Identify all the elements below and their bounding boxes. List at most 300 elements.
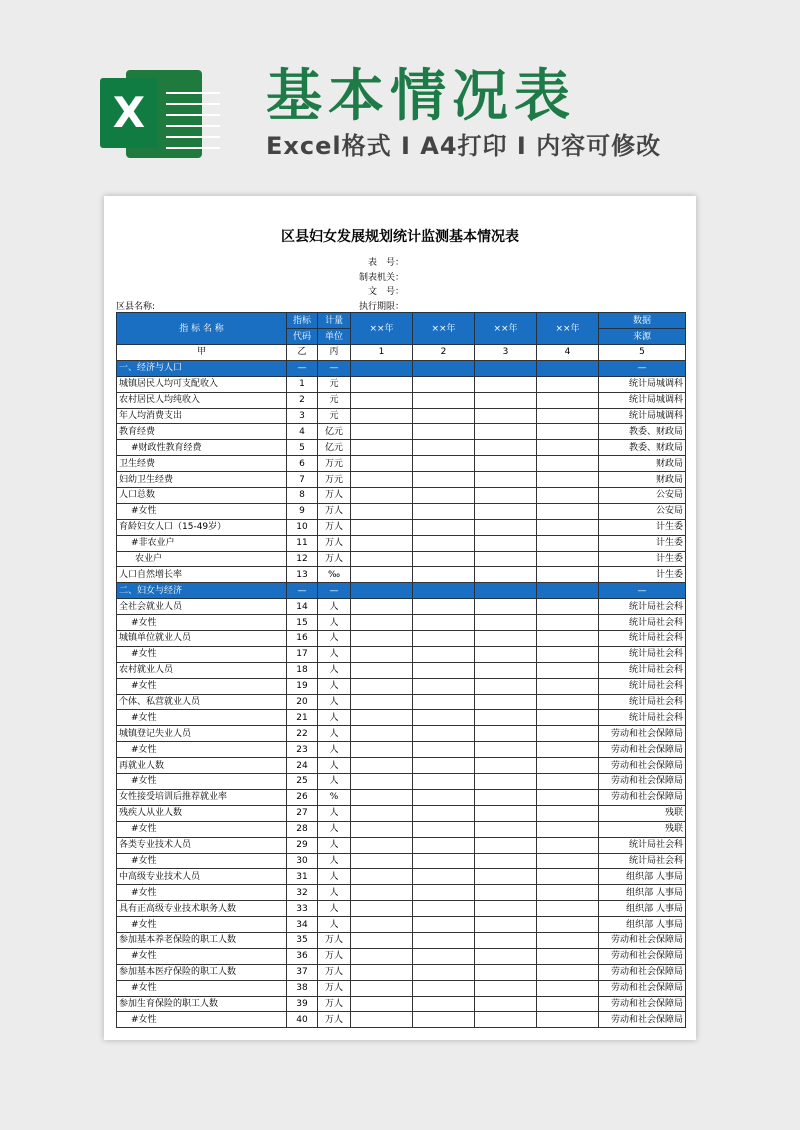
- unit-cell[interactable]: 元: [318, 376, 351, 392]
- indicator-name-cell[interactable]: 城镇居民人均可支配收入: [117, 376, 287, 392]
- unit-cell[interactable]: 元: [318, 392, 351, 408]
- year-value-cell[interactable]: [537, 726, 599, 742]
- unit-cell[interactable]: 亿元: [318, 424, 351, 440]
- year-value-cell[interactable]: [351, 853, 413, 869]
- source-cell[interactable]: 公安局: [599, 503, 686, 519]
- indicator-code-cell[interactable]: 12: [287, 551, 318, 567]
- indicator-name-cell[interactable]: #女性: [117, 885, 287, 901]
- year-value-cell[interactable]: [537, 1012, 599, 1028]
- indicator-name-cell[interactable]: 育龄妇女人口（15-49岁）: [117, 519, 287, 535]
- year-value-cell[interactable]: [537, 392, 599, 408]
- indicator-name-cell[interactable]: #女性: [117, 948, 287, 964]
- year-value-cell[interactable]: [475, 774, 537, 790]
- year-value-cell[interactable]: [351, 821, 413, 837]
- source-cell[interactable]: 统计局社会科: [599, 853, 686, 869]
- year-value-cell[interactable]: [475, 599, 537, 615]
- indicator-code-cell[interactable]: 15: [287, 615, 318, 631]
- unit-cell[interactable]: 万人: [318, 519, 351, 535]
- unit-cell[interactable]: 人: [318, 742, 351, 758]
- year-value-cell[interactable]: [413, 774, 475, 790]
- unit-cell[interactable]: 万人: [318, 488, 351, 504]
- indicator-name-cell[interactable]: 年人均消费支出: [117, 408, 287, 424]
- source-cell[interactable]: 组织部 人事局: [599, 917, 686, 933]
- indicator-code-cell[interactable]: 11: [287, 535, 318, 551]
- unit-cell[interactable]: 人: [318, 599, 351, 615]
- year-value-cell[interactable]: [413, 726, 475, 742]
- indicator-code-cell[interactable]: 28: [287, 821, 318, 837]
- indicator-code-cell[interactable]: 19: [287, 678, 318, 694]
- indicator-code-cell[interactable]: 9: [287, 503, 318, 519]
- year-value-cell[interactable]: [475, 853, 537, 869]
- indicator-name-cell[interactable]: 教育经费: [117, 424, 287, 440]
- year-value-cell[interactable]: [475, 869, 537, 885]
- year-value-cell[interactable]: [351, 964, 413, 980]
- source-cell[interactable]: 劳动和社会保障局: [599, 742, 686, 758]
- year-value-cell[interactable]: [537, 996, 599, 1012]
- year-value-cell[interactable]: [351, 678, 413, 694]
- indicator-name-cell[interactable]: 参加基本养老保险的职工人数: [117, 932, 287, 948]
- source-cell[interactable]: 统计局社会科: [599, 678, 686, 694]
- indicator-code-cell[interactable]: 24: [287, 758, 318, 774]
- source-cell[interactable]: 计生委: [599, 551, 686, 567]
- unit-cell[interactable]: 万人: [318, 964, 351, 980]
- source-cell[interactable]: 统计局社会科: [599, 615, 686, 631]
- year-value-cell[interactable]: [475, 424, 537, 440]
- year-value-cell[interactable]: [351, 376, 413, 392]
- year-value-cell[interactable]: [351, 503, 413, 519]
- unit-cell[interactable]: 人: [318, 837, 351, 853]
- year-value-cell[interactable]: [351, 615, 413, 631]
- unit-cell[interactable]: %: [318, 789, 351, 805]
- year-value-cell[interactable]: [475, 615, 537, 631]
- source-cell[interactable]: 公安局: [599, 488, 686, 504]
- indicator-code-cell[interactable]: 7: [287, 472, 318, 488]
- indicator-name-cell[interactable]: 参加基本医疗保险的职工人数: [117, 964, 287, 980]
- year-value-cell[interactable]: [413, 662, 475, 678]
- indicator-name-cell[interactable]: 二、妇女与经济: [117, 583, 287, 599]
- year-value-cell[interactable]: [537, 885, 599, 901]
- year-value-cell[interactable]: [475, 837, 537, 853]
- year-value-cell[interactable]: [351, 980, 413, 996]
- year-value-cell[interactable]: [351, 1012, 413, 1028]
- year-value-cell[interactable]: [351, 662, 413, 678]
- year-value-cell[interactable]: [537, 917, 599, 933]
- indicator-code-cell[interactable]: 10: [287, 519, 318, 535]
- indicator-code-cell[interactable]: 8: [287, 488, 318, 504]
- year-value-cell[interactable]: [475, 980, 537, 996]
- year-value-cell[interactable]: [537, 805, 599, 821]
- year-value-cell[interactable]: [537, 599, 599, 615]
- year-value-cell[interactable]: [413, 948, 475, 964]
- year-value-cell[interactable]: [413, 678, 475, 694]
- indicator-code-cell[interactable]: 31: [287, 869, 318, 885]
- indicator-name-cell[interactable]: 妇幼卫生经费: [117, 472, 287, 488]
- unit-cell[interactable]: 人: [318, 631, 351, 647]
- indicator-name-cell[interactable]: 城镇单位就业人员: [117, 631, 287, 647]
- source-cell[interactable]: 计生委: [599, 567, 686, 583]
- year-value-cell[interactable]: [351, 932, 413, 948]
- unit-cell[interactable]: 人: [318, 726, 351, 742]
- year-value-cell[interactable]: [537, 615, 599, 631]
- year-value-cell[interactable]: [537, 456, 599, 472]
- year-value-cell[interactable]: [351, 551, 413, 567]
- unit-cell[interactable]: —: [318, 583, 351, 599]
- year-value-cell[interactable]: [475, 551, 537, 567]
- indicator-code-cell[interactable]: 37: [287, 964, 318, 980]
- year-value-cell[interactable]: [475, 519, 537, 535]
- year-value-cell[interactable]: [475, 742, 537, 758]
- year-value-cell[interactable]: [413, 742, 475, 758]
- source-cell[interactable]: 财政局: [599, 472, 686, 488]
- year-value-cell[interactable]: [537, 932, 599, 948]
- year-value-cell[interactable]: [351, 774, 413, 790]
- year-value-cell[interactable]: [537, 837, 599, 853]
- year-value-cell[interactable]: [351, 758, 413, 774]
- indicator-code-cell[interactable]: 18: [287, 662, 318, 678]
- year-value-cell[interactable]: [351, 726, 413, 742]
- indicator-name-cell[interactable]: #女性: [117, 853, 287, 869]
- source-cell[interactable]: 统计局社会科: [599, 837, 686, 853]
- indicator-code-cell[interactable]: —: [287, 360, 318, 376]
- year-value-cell[interactable]: [413, 392, 475, 408]
- year-value-cell[interactable]: [475, 631, 537, 647]
- year-value-cell[interactable]: [475, 758, 537, 774]
- indicator-name-cell[interactable]: #女性: [117, 646, 287, 662]
- year-value-cell[interactable]: [537, 519, 599, 535]
- unit-cell[interactable]: 人: [318, 615, 351, 631]
- source-cell[interactable]: 劳动和社会保障局: [599, 789, 686, 805]
- indicator-name-cell[interactable]: #女性: [117, 503, 287, 519]
- indicator-name-cell[interactable]: #女性: [117, 917, 287, 933]
- year-value-cell[interactable]: [351, 646, 413, 662]
- year-value-cell[interactable]: [351, 837, 413, 853]
- unit-cell[interactable]: 人: [318, 678, 351, 694]
- source-cell[interactable]: 教委、财政局: [599, 440, 686, 456]
- year-value-cell[interactable]: [413, 615, 475, 631]
- year-value-cell[interactable]: [413, 869, 475, 885]
- unit-cell[interactable]: 人: [318, 758, 351, 774]
- indicator-name-cell[interactable]: 参加生育保险的职工人数: [117, 996, 287, 1012]
- year-value-cell[interactable]: [413, 631, 475, 647]
- unit-cell[interactable]: 人: [318, 694, 351, 710]
- unit-cell[interactable]: 人: [318, 774, 351, 790]
- source-cell[interactable]: 统计局城调科: [599, 392, 686, 408]
- indicator-name-cell[interactable]: 人口总数: [117, 488, 287, 504]
- year-value-cell[interactable]: [413, 646, 475, 662]
- indicator-code-cell[interactable]: 25: [287, 774, 318, 790]
- code-cell[interactable]: 2: [413, 345, 475, 361]
- code-cell[interactable]: 甲: [117, 345, 287, 361]
- year-value-cell[interactable]: [413, 1012, 475, 1028]
- year-value-cell[interactable]: [537, 631, 599, 647]
- year-value-cell[interactable]: [475, 503, 537, 519]
- code-cell[interactable]: 乙: [287, 345, 318, 361]
- year-value-cell[interactable]: [475, 932, 537, 948]
- source-cell[interactable]: 劳动和社会保障局: [599, 932, 686, 948]
- year-value-cell[interactable]: [537, 694, 599, 710]
- year-value-cell[interactable]: [475, 646, 537, 662]
- indicator-code-cell[interactable]: 4: [287, 424, 318, 440]
- indicator-code-cell[interactable]: 1: [287, 376, 318, 392]
- indicator-code-cell[interactable]: 2: [287, 392, 318, 408]
- year-value-cell[interactable]: [537, 774, 599, 790]
- source-cell[interactable]: 残联: [599, 821, 686, 837]
- unit-cell[interactable]: 人: [318, 885, 351, 901]
- unit-cell[interactable]: 万人: [318, 535, 351, 551]
- year-value-cell[interactable]: [475, 710, 537, 726]
- year-value-cell[interactable]: [351, 901, 413, 917]
- year-value-cell[interactable]: [413, 885, 475, 901]
- code-cell[interactable]: 4: [537, 345, 599, 361]
- year-value-cell[interactable]: [475, 456, 537, 472]
- year-value-cell[interactable]: [537, 789, 599, 805]
- unit-cell[interactable]: 万元: [318, 472, 351, 488]
- indicator-name-cell[interactable]: #女性: [117, 742, 287, 758]
- year-value-cell[interactable]: [475, 1012, 537, 1028]
- source-cell[interactable]: 劳动和社会保障局: [599, 948, 686, 964]
- year-value-cell[interactable]: [413, 694, 475, 710]
- indicator-code-cell[interactable]: 20: [287, 694, 318, 710]
- unit-cell[interactable]: 万人: [318, 1012, 351, 1028]
- unit-cell[interactable]: 人: [318, 853, 351, 869]
- year-value-cell[interactable]: [475, 964, 537, 980]
- year-value-cell[interactable]: [351, 789, 413, 805]
- source-cell[interactable]: 统计局城调科: [599, 376, 686, 392]
- year-value-cell[interactable]: [475, 948, 537, 964]
- year-value-cell[interactable]: [413, 821, 475, 837]
- unit-cell[interactable]: 亿元: [318, 440, 351, 456]
- year-value-cell[interactable]: [351, 392, 413, 408]
- indicator-code-cell[interactable]: 36: [287, 948, 318, 964]
- indicator-name-cell[interactable]: 卫生经费: [117, 456, 287, 472]
- year-value-cell[interactable]: [475, 535, 537, 551]
- indicator-name-cell[interactable]: 女性接受培训后推荐就业率: [117, 789, 287, 805]
- indicator-code-cell[interactable]: 26: [287, 789, 318, 805]
- source-cell[interactable]: 计生委: [599, 519, 686, 535]
- year-value-cell[interactable]: [475, 408, 537, 424]
- year-value-cell[interactable]: [351, 519, 413, 535]
- indicator-code-cell[interactable]: 38: [287, 980, 318, 996]
- year-value-cell[interactable]: [413, 853, 475, 869]
- year-value-cell[interactable]: [475, 885, 537, 901]
- year-value-cell[interactable]: [351, 567, 413, 583]
- year-value-cell[interactable]: [413, 758, 475, 774]
- year-value-cell[interactable]: [475, 901, 537, 917]
- code-cell[interactable]: 丙: [318, 345, 351, 361]
- year-value-cell[interactable]: [351, 885, 413, 901]
- year-value-cell[interactable]: [413, 567, 475, 583]
- year-value-cell[interactable]: [537, 551, 599, 567]
- unit-cell[interactable]: 万人: [318, 980, 351, 996]
- year-value-cell[interactable]: [475, 694, 537, 710]
- indicator-code-cell[interactable]: —: [287, 583, 318, 599]
- year-value-cell[interactable]: [475, 996, 537, 1012]
- indicator-name-cell[interactable]: 全社会就业人员: [117, 599, 287, 615]
- year-value-cell[interactable]: [351, 631, 413, 647]
- year-value-cell[interactable]: [413, 472, 475, 488]
- unit-cell[interactable]: 万人: [318, 996, 351, 1012]
- year-value-cell[interactable]: [537, 964, 599, 980]
- year-value-cell[interactable]: [413, 996, 475, 1012]
- code-cell[interactable]: 5: [599, 345, 686, 361]
- year-value-cell[interactable]: [413, 837, 475, 853]
- year-value-cell[interactable]: [537, 901, 599, 917]
- year-value-cell[interactable]: [537, 678, 599, 694]
- source-cell[interactable]: 统计局社会科: [599, 646, 686, 662]
- indicator-code-cell[interactable]: 33: [287, 901, 318, 917]
- year-value-cell[interactable]: [475, 678, 537, 694]
- year-value-cell[interactable]: [537, 488, 599, 504]
- year-value-cell[interactable]: [537, 503, 599, 519]
- year-value-cell[interactable]: [475, 917, 537, 933]
- source-cell[interactable]: 劳动和社会保障局: [599, 964, 686, 980]
- source-cell[interactable]: 残联: [599, 805, 686, 821]
- year-value-cell[interactable]: [475, 805, 537, 821]
- indicator-name-cell[interactable]: 人口自然增长率: [117, 567, 287, 583]
- year-value-cell[interactable]: [413, 932, 475, 948]
- indicator-name-cell[interactable]: 中高级专业技术人员: [117, 869, 287, 885]
- indicator-name-cell[interactable]: #女性: [117, 1012, 287, 1028]
- source-cell[interactable]: 组织部 人事局: [599, 869, 686, 885]
- unit-cell[interactable]: 人: [318, 662, 351, 678]
- year-value-cell[interactable]: [537, 758, 599, 774]
- year-value-cell[interactable]: [351, 583, 413, 599]
- year-value-cell[interactable]: [351, 710, 413, 726]
- indicator-name-cell[interactable]: #女性: [117, 774, 287, 790]
- year-value-cell[interactable]: [413, 376, 475, 392]
- year-value-cell[interactable]: [351, 424, 413, 440]
- indicator-name-cell[interactable]: 残疾人从业人数: [117, 805, 287, 821]
- year-value-cell[interactable]: [351, 472, 413, 488]
- year-value-cell[interactable]: [351, 440, 413, 456]
- unit-cell[interactable]: 人: [318, 710, 351, 726]
- source-cell[interactable]: 统计局社会科: [599, 599, 686, 615]
- indicator-name-cell[interactable]: #非农业户: [117, 535, 287, 551]
- year-value-cell[interactable]: [475, 567, 537, 583]
- indicator-code-cell[interactable]: 14: [287, 599, 318, 615]
- year-value-cell[interactable]: [351, 948, 413, 964]
- year-value-cell[interactable]: [413, 805, 475, 821]
- source-cell[interactable]: 计生委: [599, 535, 686, 551]
- year-value-cell[interactable]: [475, 360, 537, 376]
- year-value-cell[interactable]: [537, 869, 599, 885]
- year-value-cell[interactable]: [537, 472, 599, 488]
- year-value-cell[interactable]: [413, 488, 475, 504]
- unit-cell[interactable]: 人: [318, 869, 351, 885]
- source-cell[interactable]: —: [599, 583, 686, 599]
- year-value-cell[interactable]: [413, 456, 475, 472]
- source-cell[interactable]: 组织部 人事局: [599, 885, 686, 901]
- unit-cell[interactable]: 人: [318, 646, 351, 662]
- indicator-code-cell[interactable]: 17: [287, 646, 318, 662]
- indicator-name-cell[interactable]: #女性: [117, 710, 287, 726]
- year-value-cell[interactable]: [475, 472, 537, 488]
- year-value-cell[interactable]: [537, 376, 599, 392]
- source-cell[interactable]: 统计局社会科: [599, 694, 686, 710]
- year-value-cell[interactable]: [537, 440, 599, 456]
- indicator-code-cell[interactable]: 39: [287, 996, 318, 1012]
- source-cell[interactable]: —: [599, 360, 686, 376]
- source-cell[interactable]: 劳动和社会保障局: [599, 758, 686, 774]
- unit-cell[interactable]: ‰: [318, 567, 351, 583]
- indicator-code-cell[interactable]: 34: [287, 917, 318, 933]
- year-value-cell[interactable]: [475, 821, 537, 837]
- year-value-cell[interactable]: [537, 710, 599, 726]
- indicator-name-cell[interactable]: 农村居民人均纯收入: [117, 392, 287, 408]
- indicator-name-cell[interactable]: #女性: [117, 821, 287, 837]
- unit-cell[interactable]: 元: [318, 408, 351, 424]
- source-cell[interactable]: 统计局社会科: [599, 631, 686, 647]
- indicator-name-cell[interactable]: 农业户: [117, 551, 287, 567]
- year-value-cell[interactable]: [537, 980, 599, 996]
- year-value-cell[interactable]: [475, 392, 537, 408]
- year-value-cell[interactable]: [413, 917, 475, 933]
- indicator-name-cell[interactable]: #女性: [117, 980, 287, 996]
- unit-cell[interactable]: 人: [318, 917, 351, 933]
- code-cell[interactable]: 1: [351, 345, 413, 361]
- year-value-cell[interactable]: [475, 440, 537, 456]
- source-cell[interactable]: 统计局社会科: [599, 710, 686, 726]
- year-value-cell[interactable]: [351, 408, 413, 424]
- year-value-cell[interactable]: [475, 488, 537, 504]
- year-value-cell[interactable]: [413, 535, 475, 551]
- year-value-cell[interactable]: [351, 996, 413, 1012]
- year-value-cell[interactable]: [537, 646, 599, 662]
- code-cell[interactable]: 3: [475, 345, 537, 361]
- unit-cell[interactable]: 万元: [318, 456, 351, 472]
- indicator-code-cell[interactable]: 40: [287, 1012, 318, 1028]
- year-value-cell[interactable]: [351, 742, 413, 758]
- year-value-cell[interactable]: [413, 599, 475, 615]
- indicator-name-cell[interactable]: #女性: [117, 615, 287, 631]
- unit-cell[interactable]: 万人: [318, 948, 351, 964]
- year-value-cell[interactable]: [537, 821, 599, 837]
- indicator-code-cell[interactable]: 21: [287, 710, 318, 726]
- unit-cell[interactable]: 人: [318, 805, 351, 821]
- indicator-name-cell[interactable]: 个体、私营就业人员: [117, 694, 287, 710]
- year-value-cell[interactable]: [413, 360, 475, 376]
- year-value-cell[interactable]: [351, 805, 413, 821]
- indicator-name-cell[interactable]: 各类专业技术人员: [117, 837, 287, 853]
- source-cell[interactable]: 劳动和社会保障局: [599, 980, 686, 996]
- unit-cell[interactable]: 万人: [318, 551, 351, 567]
- year-value-cell[interactable]: [475, 583, 537, 599]
- indicator-code-cell[interactable]: 22: [287, 726, 318, 742]
- year-value-cell[interactable]: [537, 567, 599, 583]
- unit-cell[interactable]: 人: [318, 901, 351, 917]
- year-value-cell[interactable]: [537, 742, 599, 758]
- indicator-name-cell[interactable]: #女性: [117, 678, 287, 694]
- unit-cell[interactable]: —: [318, 360, 351, 376]
- year-value-cell[interactable]: [537, 583, 599, 599]
- year-value-cell[interactable]: [351, 599, 413, 615]
- year-value-cell[interactable]: [351, 360, 413, 376]
- year-value-cell[interactable]: [413, 901, 475, 917]
- year-value-cell[interactable]: [475, 662, 537, 678]
- indicator-code-cell[interactable]: 23: [287, 742, 318, 758]
- year-value-cell[interactable]: [475, 789, 537, 805]
- indicator-name-cell[interactable]: 城镇登记失业人员: [117, 726, 287, 742]
- year-value-cell[interactable]: [413, 503, 475, 519]
- source-cell[interactable]: 劳动和社会保障局: [599, 726, 686, 742]
- year-value-cell[interactable]: [413, 583, 475, 599]
- year-value-cell[interactable]: [413, 440, 475, 456]
- year-value-cell[interactable]: [351, 694, 413, 710]
- year-value-cell[interactable]: [413, 519, 475, 535]
- year-value-cell[interactable]: [413, 710, 475, 726]
- indicator-code-cell[interactable]: 27: [287, 805, 318, 821]
- year-value-cell[interactable]: [475, 726, 537, 742]
